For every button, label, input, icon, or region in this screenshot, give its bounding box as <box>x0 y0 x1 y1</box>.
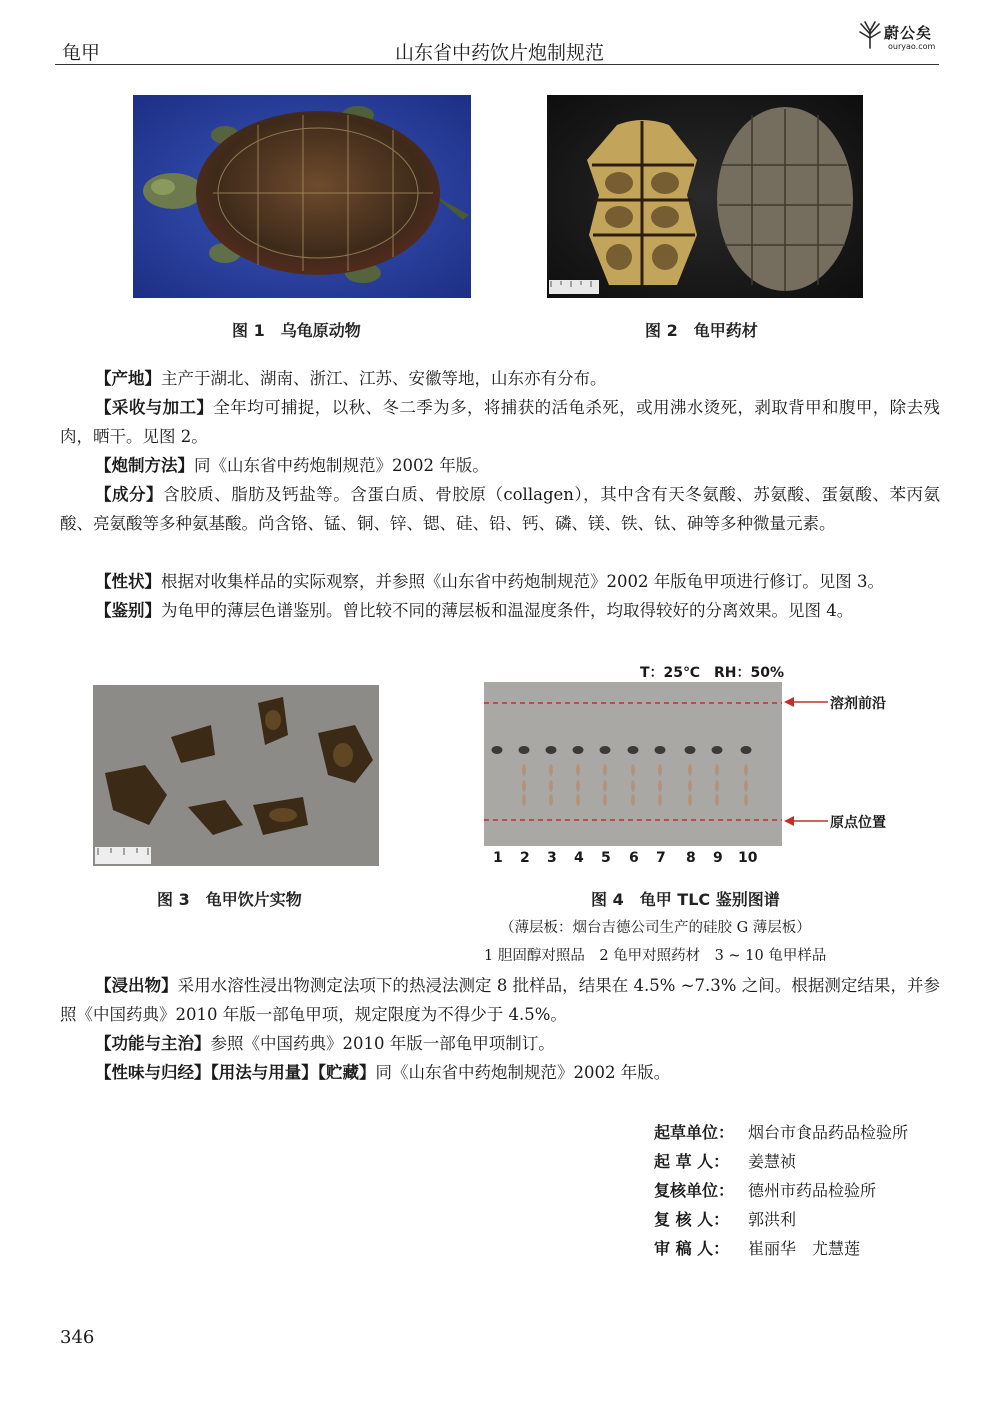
section-origin <box>60 364 940 393</box>
leaf-logo-icon <box>858 20 882 50</box>
section-label: 【产地】 <box>95 369 161 388</box>
section-label: 【成分】 <box>95 485 164 504</box>
section-label: 【性味与归经】【用法与用量】【贮藏】 <box>95 1063 376 1082</box>
tlc-minor-band <box>549 764 553 776</box>
section-identification <box>60 596 940 625</box>
figure-4-plate-note: （薄层板：烟台吉德公司生产的硅胶 G 薄层板） <box>500 920 811 936</box>
tlc-minor-band <box>522 794 526 806</box>
tlc-main-spot <box>600 746 611 754</box>
tlc-lane-number: 4 <box>574 850 584 866</box>
origin-arrow-icon <box>784 815 830 827</box>
figure-3-slices-photo <box>93 685 379 866</box>
logo-brand-text: 蔚公矣 <box>884 24 933 42</box>
tlc-minor-band <box>688 780 692 792</box>
signature-review-unit <box>654 1178 876 1201</box>
section-text: 根据对收集样品的实际观察，并参照《山东省中药炮制规范》2002 年版龟甲项进行修订。见图 3。 <box>161 572 884 591</box>
tlc-minor-band <box>715 764 719 776</box>
signature-value: 德州市药品检验所 <box>748 1181 877 1200</box>
figure-3-caption: 图 3 龟甲饮片实物 <box>157 890 302 909</box>
tlc-main-spot <box>712 746 723 754</box>
tlc-minor-band <box>576 764 580 776</box>
tlc-minor-band <box>658 780 662 792</box>
section-label: 【采收与加工】 <box>95 398 214 417</box>
signature-value: 烟台市食品药品检验所 <box>748 1123 909 1142</box>
tlc-minor-band <box>658 794 662 806</box>
page-number: 346 <box>60 1327 95 1348</box>
section-text: 同《山东省中药炮制规范》2002 年版。 <box>194 456 489 475</box>
tlc-lane-number: 1 <box>493 850 503 866</box>
section-label: 【浸出物】 <box>95 976 178 995</box>
section-text: 同《山东省中药炮制规范》2002 年版。 <box>375 1063 671 1082</box>
section-properties <box>60 567 940 596</box>
tlc-main-spot <box>492 746 503 754</box>
signature-value: 姜慧祯 <box>748 1152 797 1171</box>
running-header-title: 山东省中药饮片炮制规范 <box>395 42 605 64</box>
tlc-minor-band <box>603 764 607 776</box>
tlc-minor-band <box>688 764 692 776</box>
tlc-minor-band <box>576 780 580 792</box>
tlc-lane-number: 9 <box>713 850 723 866</box>
section-composition <box>60 480 940 538</box>
section-label: 【鉴别】 <box>95 601 161 620</box>
tlc-lane-number: 10 <box>738 850 758 866</box>
tlc-main-spot <box>741 746 752 754</box>
tlc-lane-number: 7 <box>656 850 666 866</box>
solvent-front-label: 溶剂前沿 <box>830 696 886 712</box>
tlc-minor-band <box>603 794 607 806</box>
header-rule <box>55 64 939 65</box>
tlc-lane-numbers <box>484 850 782 868</box>
tlc-minor-band <box>576 794 580 806</box>
section-label: 【炮制方法】 <box>95 456 194 475</box>
figure-2-caption: 图 2 龟甲药材 <box>645 321 758 340</box>
tlc-minor-band <box>522 764 526 776</box>
tlc-minor-band <box>744 764 748 776</box>
section-label: 【功能与主治】 <box>95 1034 211 1053</box>
figure-2-shell-photo <box>547 95 863 298</box>
tlc-minor-band <box>688 794 692 806</box>
running-header-left: 龟甲 <box>62 42 101 64</box>
solvent-front-arrow-icon <box>784 696 830 708</box>
tlc-main-spot <box>628 746 639 754</box>
tlc-lane-number: 6 <box>629 850 639 866</box>
tlc-minor-band <box>631 780 635 792</box>
tlc-minor-band <box>715 780 719 792</box>
tlc-minor-band <box>522 780 526 792</box>
signature-drafter <box>654 1149 796 1172</box>
logo-url: ouryao.com <box>888 42 936 51</box>
figure-4-caption: 图 4 龟甲 TLC 鉴别图谱 <box>591 890 780 909</box>
signature-key: 复核单位： <box>654 1181 735 1200</box>
publisher-logo <box>858 20 940 50</box>
signature-key: 起 草 人： <box>654 1152 730 1171</box>
figure-4-lane-legend: 1 胆固醇对照品 2 龟甲对照药材 3 ~ 10 龟甲样品 <box>484 948 827 964</box>
section-text: 含胶质、脂肪及钙盐等。含蛋白质、骨胶原（collagen），其中含有天冬氨酸、苏氨酸、蛋氨酸、苯丙氨酸、亮氨酸等多种氨基酸。尚含铬、锰、铜、锌、锶、硅、铅、钙、磷、镁、铁、钛、砷等多种微量元素。 <box>60 485 940 533</box>
signature-key: 审 稿 人： <box>654 1239 730 1258</box>
figure-1-turtle-photo <box>133 95 471 298</box>
signature-value: 崔丽华 尤慧莲 <box>748 1239 861 1258</box>
signature-final-reviewers <box>654 1236 860 1259</box>
tlc-minor-band <box>549 794 553 806</box>
tlc-lane-number: 5 <box>601 850 611 866</box>
tlc-conditions: T：25℃ RH：50% <box>640 665 784 681</box>
section-text: 为龟甲的薄层色谱鉴别。曾比较不同的薄层板和温湿度条件，均取得较好的分离效果。见图 4。 <box>161 601 854 620</box>
tlc-lane-number: 3 <box>547 850 557 866</box>
tlc-minor-band <box>631 764 635 776</box>
tlc-main-spot <box>519 746 530 754</box>
tlc-minor-band <box>549 780 553 792</box>
tlc-main-spot <box>573 746 584 754</box>
section-harvest <box>60 393 940 451</box>
section-nature-usage-storage <box>60 1058 940 1087</box>
section-text: 采用水溶性浸出物测定法项下的热浸法测定 8 批样品，结果在 4.5% ~7.3% 之间。根据测定结果，并参照《中国药典》2010 年版一部龟甲项，规定限度为不得少于 4.5%。 <box>60 976 941 1024</box>
signature-drafting-unit <box>654 1120 908 1143</box>
signature-value: 郭洪利 <box>748 1210 797 1229</box>
figure-4-tlc-plate <box>484 682 782 846</box>
tlc-minor-band <box>744 780 748 792</box>
signature-reviewer <box>654 1207 796 1230</box>
section-extract <box>60 971 940 1029</box>
tlc-main-spot <box>546 746 557 754</box>
section-text: 主产于湖北、湖南、浙江、江苏、安徽等地，山东亦有分布。 <box>161 369 607 388</box>
figure-1-caption: 图 1 乌龟原动物 <box>232 321 361 340</box>
section-label: 【性状】 <box>95 572 161 591</box>
signature-key: 起草单位： <box>654 1123 735 1142</box>
signature-key: 复 核 人： <box>654 1210 730 1229</box>
section-text: 参照《中国药典》2010 年版一部龟甲项制订。 <box>210 1034 555 1053</box>
tlc-minor-band <box>658 764 662 776</box>
section-function <box>60 1029 940 1058</box>
tlc-main-spot <box>655 746 666 754</box>
tlc-lane-number: 2 <box>520 850 530 866</box>
origin-label: 原点位置 <box>830 815 886 831</box>
tlc-minor-band <box>715 794 719 806</box>
section-text: 全年均可捕捉，以秋、冬二季为多，将捕获的活龟杀死，或用沸水烫死，剥取背甲和腹甲，除去残肉，晒干。见图 2。 <box>60 398 941 446</box>
section-method <box>60 451 940 480</box>
tlc-minor-band <box>631 794 635 806</box>
tlc-main-spot <box>685 746 696 754</box>
tlc-lane-number: 8 <box>686 850 696 866</box>
tlc-minor-band <box>744 794 748 806</box>
tlc-minor-band <box>603 780 607 792</box>
